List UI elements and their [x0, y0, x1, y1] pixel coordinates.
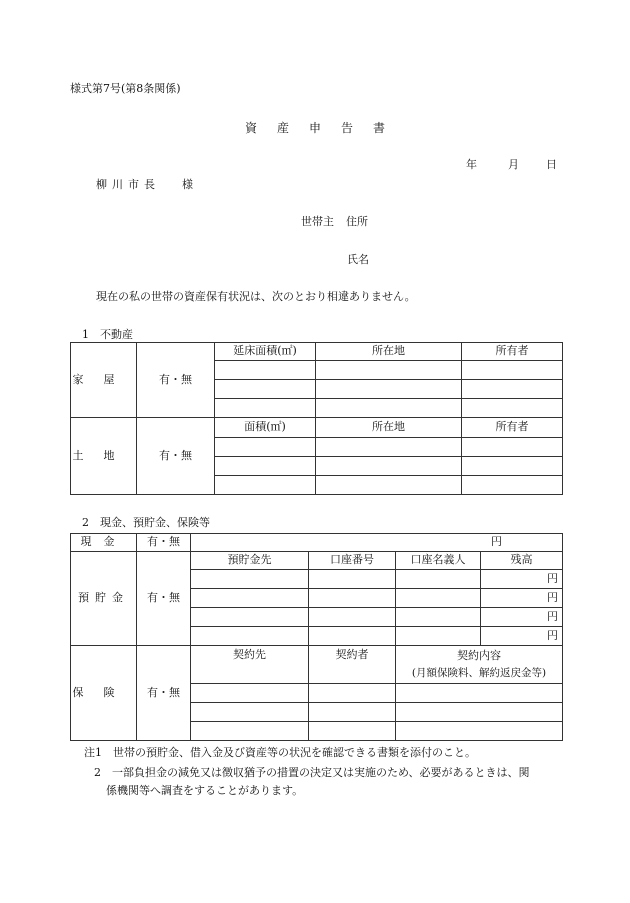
form-number: 様式第7号(第8条関係)	[70, 82, 181, 95]
insurance-col-contract-title: 契約内容	[457, 649, 501, 663]
insurance-choice: 有・無	[137, 646, 191, 741]
land-cell	[462, 457, 563, 476]
deposits-cell	[396, 608, 481, 627]
insurance-cell	[309, 684, 396, 703]
house-col-floor-area: 延床面積(㎡)	[215, 343, 316, 361]
deposits-col-account-number: 口座番号	[309, 552, 396, 570]
deposits-balance-unit: 円	[481, 627, 563, 646]
land-cell	[215, 457, 316, 476]
deposits-choice: 有・無	[137, 552, 191, 646]
land-choice: 有・無	[137, 418, 215, 495]
deposits-balance-unit: 円	[481, 589, 563, 608]
land-cell	[316, 476, 462, 495]
cash-choice: 有・無	[137, 534, 191, 552]
note-2: 2 一部負担金の減免又は徴収猶予の措置の決定又は実施のため、必要があるときは、関	[94, 766, 530, 779]
insurance-cell	[191, 703, 309, 722]
house-cell	[462, 380, 563, 399]
deposits-cell	[396, 570, 481, 589]
name-label: 氏名	[347, 253, 369, 266]
deposits-cell	[396, 627, 481, 646]
house-cell	[316, 361, 462, 380]
deposits-cell	[309, 589, 396, 608]
house-cell	[316, 380, 462, 399]
deposits-cell	[396, 589, 481, 608]
land-cell	[215, 438, 316, 457]
insurance-cell	[191, 684, 309, 703]
house-cell	[462, 361, 563, 380]
house-cell	[215, 361, 316, 380]
deposits-cell	[309, 608, 396, 627]
land-cell	[462, 438, 563, 457]
date-month: 月	[508, 158, 519, 171]
house-choice: 有・無	[137, 343, 215, 418]
section2-heading: 2 現金、預貯金、保険等	[82, 516, 210, 529]
deposits-col-account-holder: 口座名義人	[396, 552, 481, 570]
insurance-label-cell: 保険	[71, 646, 137, 741]
deposits-label-cell: 預貯金	[71, 552, 137, 646]
land-col-area: 面積(㎡)	[215, 418, 316, 438]
real-estate-table	[70, 342, 563, 495]
house-cell	[462, 399, 563, 418]
deposits-cell	[191, 589, 309, 608]
insurance-cell	[396, 684, 563, 703]
section1-heading: 1 不動産	[82, 328, 133, 341]
deposits-cell	[309, 627, 396, 646]
land-cell	[316, 438, 462, 457]
document-title: 資産申告書	[244, 121, 405, 135]
land-label-cell: 土地	[71, 418, 137, 495]
insurance-col-contract	[396, 646, 563, 684]
house-cell	[215, 380, 316, 399]
cash-unit: 円	[191, 534, 563, 552]
insurance-cell	[396, 722, 563, 741]
addressee-honorific: 様	[182, 178, 193, 191]
date-line	[466, 158, 557, 171]
insurance-col-insurer: 契約先	[191, 646, 309, 684]
deposits-col-bank: 預貯金先	[191, 552, 309, 570]
deposits-cell	[191, 570, 309, 589]
deposits-cell	[191, 608, 309, 627]
house-col-owner: 所有者	[462, 343, 563, 361]
insurance-cell	[309, 703, 396, 722]
land-col-owner: 所有者	[462, 418, 563, 438]
cash-label-cell: 現金	[71, 534, 137, 552]
land-cell	[316, 457, 462, 476]
addressee-mayor: 柳川市長	[96, 178, 160, 191]
assets-table	[70, 533, 563, 741]
insurance-cell	[191, 722, 309, 741]
land-col-location: 所在地	[316, 418, 462, 438]
land-cell	[215, 476, 316, 495]
address-label: 住所	[346, 215, 368, 228]
addressee	[96, 178, 193, 191]
house-cell	[215, 399, 316, 418]
note-1: 注1 世帯の預貯金、借入金及び資産等の状況を確認できる書類を添付のこと。	[84, 746, 476, 759]
deposits-balance-unit: 円	[481, 608, 563, 627]
household-head-label: 世帯主	[301, 215, 334, 228]
date-day: 日	[546, 158, 557, 171]
deposits-cell	[309, 570, 396, 589]
deposits-balance-unit: 円	[481, 570, 563, 589]
house-label-cell: 家屋	[71, 343, 137, 418]
deposits-cell	[191, 627, 309, 646]
insurance-col-policyholder: 契約者	[309, 646, 396, 684]
house-col-location: 所在地	[316, 343, 462, 361]
insurance-cell	[309, 722, 396, 741]
applicant-address-line	[301, 215, 368, 228]
insurance-cell	[396, 703, 563, 722]
deposits-col-balance: 残高	[481, 552, 563, 570]
house-cell	[316, 399, 462, 418]
insurance-col-contract-sub: (月額保険料、解約返戻金等)	[411, 666, 547, 679]
note-2-continued: 係機関等へ調査をすることがあります。	[106, 784, 304, 797]
statement: 現在の私の世帯の資産保有状況は、次のとおり相違ありません。	[96, 290, 416, 303]
land-cell	[462, 476, 563, 495]
date-year: 年	[466, 158, 477, 171]
